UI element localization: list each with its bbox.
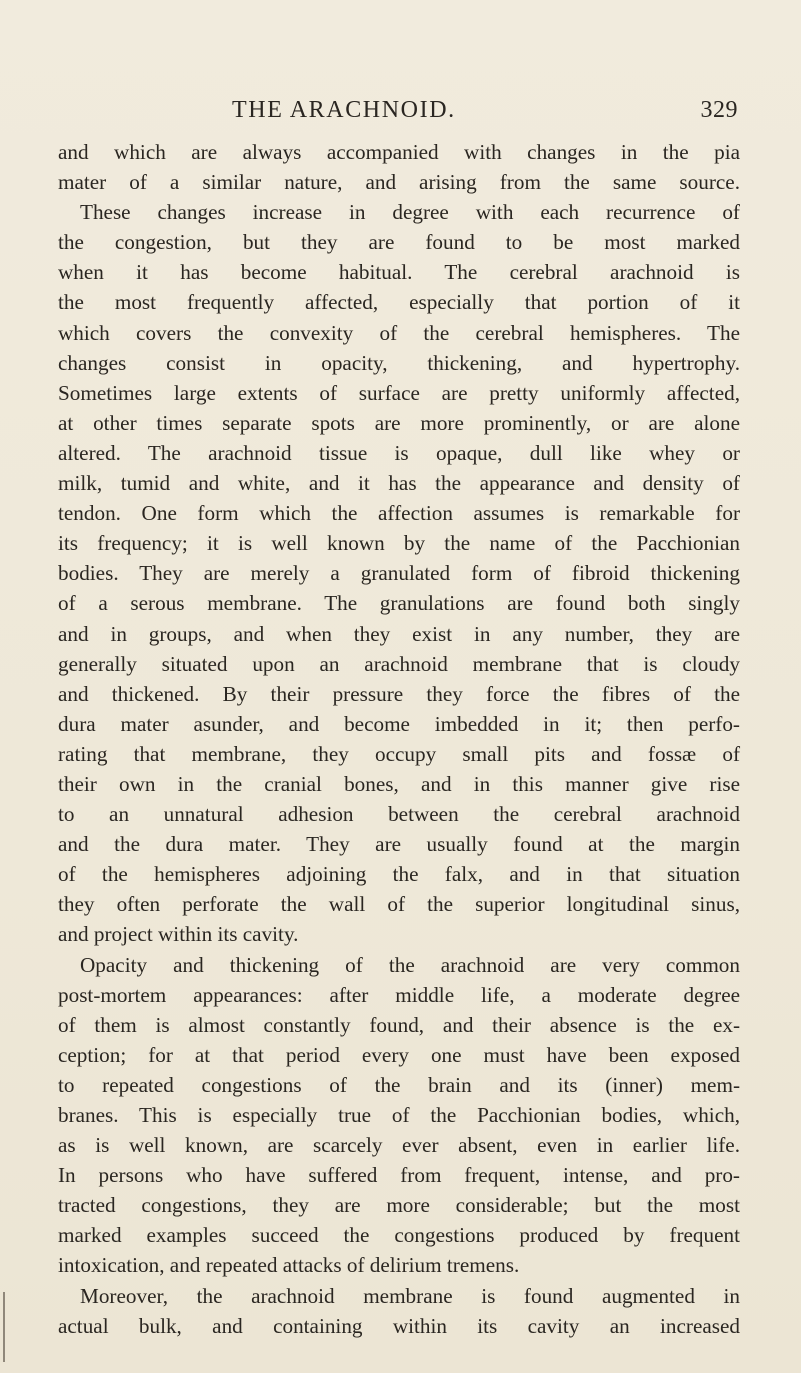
text-line: These changes increase in degree with each recurrence of [80,200,740,225]
text-line: tracted congestions, they are more considerable; but the most [58,1193,740,1218]
body-text [58,137,740,1341]
text-line: tendon. One form which the affection assumes is remarkable for [58,501,740,526]
text-line: to repeated congestions of the brain and its (inner) mem- [58,1072,740,1097]
text-line: the congestion, but they are found to be most marked [58,230,740,255]
text-line: at other times separate spots are more prominently, or are alone [58,410,740,435]
text-line: their own in the cranial bones, and in this manner give rise [58,771,740,796]
text-line: which covers the convexity of the cerebral hemispheres. The [58,320,740,345]
text-line: and which are always accompanied with changes in the pia [58,140,740,164]
text-line: ception; for at that period every one must have been exposed [58,1042,740,1067]
page-header [0,93,801,127]
text-line: Sometimes large extents of surface are pretty uniformly affected, [58,380,740,405]
text-line: marked examples succeed the congestions produced by frequent [58,1223,740,1248]
text-line: altered. The arachnoid tissue is opaque, dull like whey or [58,440,740,465]
page-number: 329 [700,97,738,123]
text-line: as is well known, are scarcely ever absent, even in earlier life. [58,1133,740,1158]
text-line: bodies. They are merely a granulated form of fibroid thickening [58,561,740,586]
text-line: and thickened. By their pressure they force the fibres of the [58,681,740,706]
text-line: its frequency; it is well known by the name of the Pacchionian [58,531,740,556]
running-title: THE ARACHNOID. [232,97,456,123]
text-line: to an unnatural adhesion between the cerebral arachnoid [58,802,740,827]
text-line: the most frequently affected, especially that portion of it [58,290,740,315]
margin-rule [3,1292,5,1362]
text-line: they often perforate the wall of the superior longitudinal sinus, [58,892,740,917]
text-line: changes consist in opacity, thickening, and hypertrophy. [58,350,740,375]
text-line: milk, tumid and white, and it has the appearance and density of [58,471,740,496]
text-line: mater of a similar nature, and arising from the same source. [58,170,740,195]
text-line: of the hemispheres adjoining the falx, and in that situation [58,862,740,887]
text-line: intoxication, and repeated attacks of delirium tremens. [58,1253,520,1278]
text-line: and in groups, and when they exist in any number, they are [58,621,740,646]
text-line: generally situated upon an arachnoid membrane that is cloudy [58,651,740,676]
text-line: and project within its cavity. [58,922,299,947]
text-line: post-mortem appearances: after middle life, a moderate degree [58,982,740,1007]
text-line: of a serous membrane. The granulations are found both singly [58,591,740,616]
text-line: and the dura mater. They are usually found at the margin [58,832,740,857]
text-line: In persons who have suffered from frequent, intense, and pro- [58,1163,740,1188]
text-line: of them is almost constantly found, and their absence is the ex- [58,1012,740,1037]
text-line: Moreover, the arachnoid membrane is found augmented in [80,1283,740,1308]
text-line: rating that membrane, they occupy small pits and fossæ of [58,741,740,766]
text-line: actual bulk, and containing within its cavity an increased [58,1313,740,1338]
text-line: dura mater asunder, and become imbedded in it; then perfo- [58,711,740,736]
text-line: Opacity and thickening of the arachnoid are very common [80,952,740,977]
text-line: branes. This is especially true of the Pacchionian bodies, which, [58,1103,740,1127]
text-line: when it has become habitual. The cerebral arachnoid is [58,260,740,285]
